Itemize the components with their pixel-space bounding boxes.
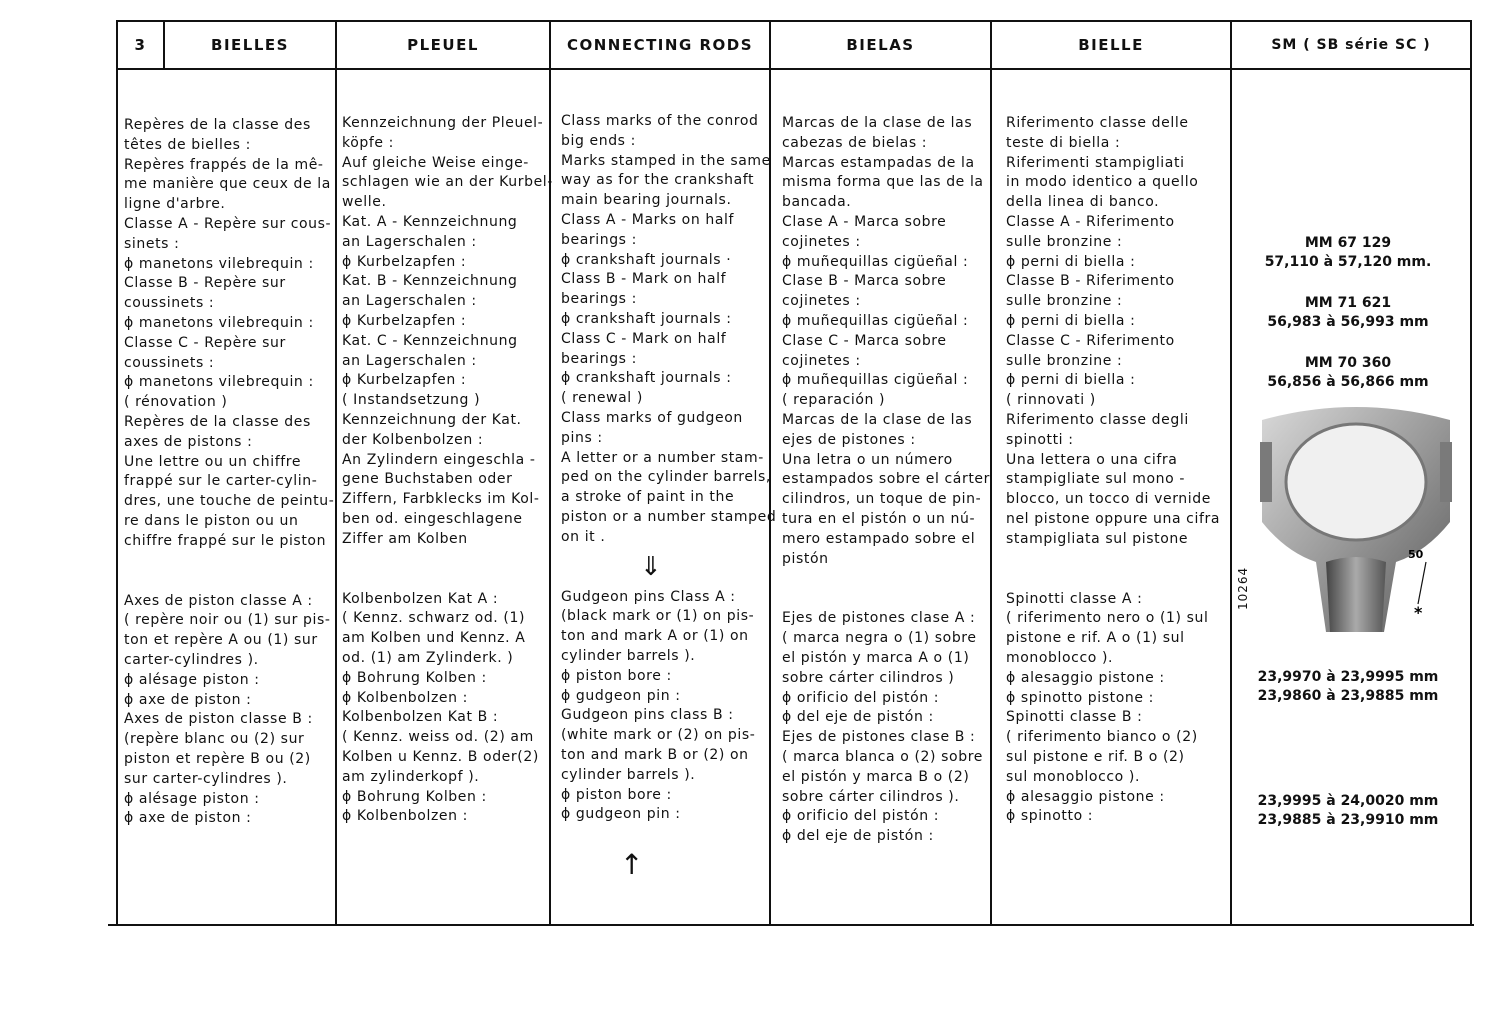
text-line: sobre cárter cilindros ) [782,669,955,686]
header-english: CONNECTING RODS [566,36,754,54]
pin-class-a-spec [1248,668,1448,706]
text-line: am Kolben und Kennz. A [342,630,526,647]
english-column [561,112,776,825]
text-line: cabezas de bielas : [782,134,928,151]
text-line: sul monoblocco ). [1006,768,1141,785]
text-line: bancada. [782,194,852,211]
text-line: ( marca negra o (1) sobre [782,630,977,647]
text-line: Kat. B - Kennzeichnung [342,273,518,290]
class-a-spec [1248,234,1448,272]
text-line: cylinder barrels ). [561,647,696,664]
text-line: ( Instandsetzung ) [342,392,481,409]
text-line: dres, une touche de peintu- [124,493,335,510]
text-line: tura en el pistón o un nú- [782,510,976,527]
text-line: ϕ perni di biella : [1006,253,1136,270]
text-line: ton and mark A or (1) on [561,628,749,645]
text-line: ϕ gudgeon pin : [561,806,681,823]
table-left-border [116,20,118,926]
text-line: cojinetes : [782,233,861,250]
text-line: Classe B - Repère sur [124,275,286,292]
text-line: ϕ manetons vilebrequin : [124,314,314,331]
text-line: on it . [561,528,606,545]
text-line: pins : [561,429,603,446]
text-line: chiffre frappé sur le piston [124,532,327,549]
text-line: bearings : [561,350,637,367]
text-line: Una lettera o una cifra [1006,451,1178,468]
text-line: ϕ perni di biella : [1006,372,1136,389]
text-line: ton et repère A ou (1) sur [124,632,318,649]
class-b-spec [1248,294,1448,332]
text-line: ϕ muñequillas cigüeñal : [782,372,969,389]
italian-column [1006,114,1220,827]
text-line: Kolbenbolzen Kat B : [342,709,499,726]
text-line: Kat. C - Kennzeichnung [342,332,518,349]
text-line: ϕ muñequillas cigüeñal : [782,312,969,329]
text-line: ϕ perni di biella : [1006,312,1136,329]
text-line: Riferimento classe delle [1006,115,1189,131]
text-line: ϕ Kurbelzapfen : [342,372,467,389]
text-line: Kat. A - Kennzeichnung [342,213,518,230]
text-line: ϕ Bohrung Kolben : [342,669,487,686]
header-italian: BIELLE [1078,36,1144,54]
figure-star-mark: * [1414,603,1423,622]
text-line: ϕ muñequillas cigüeñal : [782,253,969,270]
bore-range: 23,9970 à 23,9995 mm [1257,669,1439,685]
text-line: cylinder barrels ). [561,766,696,783]
part-number: MM 71 621 [1304,295,1392,311]
text-line: Marcas de la clase de las [782,411,973,428]
text-line: blocco, un tocco di vernide [1006,491,1211,508]
text-line: Classe A - Repère sur cous- [124,215,332,232]
diameter-range: 56,983 à 56,993 mm [1267,314,1429,330]
text-line: ( rénovation ) [124,394,228,411]
text-line: re dans le piston ou un [124,512,299,529]
text-line: Ejes de pistones clase A : [782,610,976,627]
text-line: ϕ crankshaft journals : [561,370,732,387]
text-line: ϕ axe de piston : [124,691,252,708]
rod-bolt-right [1440,442,1452,502]
text-line: ( reparación ) [782,392,886,409]
text-line: ton and mark B or (2) on [561,746,749,763]
text-line: pistone e rif. A o (1) sul [1006,630,1185,647]
text-line: ϕ Kurbelzapfen : [342,253,467,270]
text-line: sulle bronzine : [1006,293,1123,310]
text-line: Classe C - Repère sur [124,334,286,351]
text-line: ( rinnovati ) [1006,392,1096,409]
connecting-rod-photo [1256,402,1456,632]
block-spacer [1006,550,1220,590]
text-line: el pistón y marca B o (2) [782,768,970,785]
text-line: Class B - Mark on half [561,271,727,288]
text-line: an Lagerschalen : [342,352,477,369]
text-line: An Zylindern eingeschla - [342,451,536,468]
text-line: Une lettre ou un chiffre [124,453,302,470]
section-number: 3 [134,36,147,54]
text-line: ( Kennz. schwarz od. (1) [342,610,526,627]
text-line: cilindros, un toque de pin- [782,491,982,508]
text-line: sur carter-cylindres ). [124,770,288,787]
text-line: ben od. eingeschlagene [342,510,523,527]
diameter-range: 56,856 à 56,866 mm [1267,374,1429,390]
text-line: ϕ Kolbenbolzen : [342,689,468,706]
text-line: mero estampado sobre el [782,530,976,547]
text-line: ( repère noir ou (1) sur pis- [124,612,331,629]
mark-leader-line [1418,562,1426,604]
text-line: od. (1) am Zylinderk. ) [342,649,514,666]
text-line: della linea di banco. [1006,194,1160,211]
text-line: me manière que ceux de la [124,176,331,193]
text-line: Ejes de pistones clase B : [782,729,976,746]
text-line: Class C - Mark on half [561,330,727,347]
text-line: schlagen wie an der Kurbel- [342,174,553,191]
text-line: bearings : [561,291,637,308]
text-line: têtes de bielles : [124,136,251,153]
rod-shank [1326,557,1386,632]
text-line: ( riferimento bianco o (2) [1006,729,1198,746]
column-divider [1230,20,1232,926]
text-line: Repères de la classe des [124,117,311,133]
spec-sheet [108,20,1474,926]
text-line: stampigliate sul mono - [1006,471,1186,488]
text-line: ϕ alésage piston : [124,790,260,807]
header-german: PLEUEL [407,36,479,54]
block-spacer [342,550,553,590]
text-line: ϕ alésage piston : [124,671,260,688]
pin-range: 23,9885 à 23,9910 mm [1257,812,1439,828]
text-line: spinotti : [1006,431,1074,448]
text-line: ϕ axe de piston : [124,810,252,827]
text-line: Gudgeon pins Class A : [561,588,736,605]
text-line: Repères frappés de la mê- [124,156,324,173]
part-number: MM 67 129 [1304,235,1392,251]
text-line: sulle bronzine : [1006,352,1123,369]
text-line: der Kolbenbolzen : [342,431,484,448]
text-line: Kolben u Kennz. B oder(2) [342,748,539,765]
text-line: frappé sur le carter-cylin- [124,473,318,490]
text-line: estampados sobre el cárter [782,471,990,488]
text-line: Una letra o un número [782,451,953,468]
text-line: am zylinderkopf ). [342,768,480,785]
text-line: Marcas estampadas de la [782,154,975,171]
text-line: piston or a number stamped [561,508,777,525]
text-line: sobre cárter cilindros ). [782,788,960,805]
text-line: Riferimento classe degli [1006,411,1189,428]
text-line: ( Kennz. weiss od. (2) am [342,729,534,746]
text-line: stampigliata sul pistone [1006,530,1189,547]
text-line: Kennzeichnung der Pleuel- [342,115,544,131]
text-line: ϕ del eje de pistón : [782,709,934,726]
text-line: axes de pistons : [124,433,253,450]
text-line: ligne d'arbre. [124,196,226,213]
text-line: pistón [782,550,829,567]
text-line: ϕ crankshaft journals · [561,251,732,268]
block-spacer [561,548,776,588]
french-column [124,116,334,829]
text-line: sinets : [124,235,180,252]
column-divider [335,20,337,926]
text-line: Marcas de la clase de las [782,115,973,131]
text-line: Marks stamped in the same [561,152,771,169]
header-spec: SM ( SB série SC ) [1271,37,1431,53]
text-line: piston et repère B ou (2) [124,750,311,767]
text-line: carter-cylindres ). [124,651,259,668]
bearing-bore [1286,424,1426,540]
text-line: teste di biella : [1006,134,1121,151]
header-spanish: BIELAS [846,36,915,54]
text-line: main bearing journals. [561,192,732,209]
text-line: nel pistone oppure una cifra [1006,510,1221,527]
block-spacer [124,552,334,592]
text-line: ϕ Kolbenbolzen : [342,808,468,825]
text-line: Axes de piston classe B : [124,711,313,728]
text-line: ϕ del eje de pistón : [782,828,934,845]
text-line: ϕ piston bore : [561,786,672,803]
text-line: Classe A - Riferimento [1006,213,1175,230]
text-line: ϕ Kurbelzapfen : [342,312,467,329]
text-line: Axes de piston classe A : [124,592,313,609]
text-line: Classe C - Riferimento [1006,332,1175,349]
table-bottom-border [108,924,1474,926]
text-line: in modo identico a quello [1006,174,1199,191]
text-line: misma forma que las de la [782,174,984,191]
text-line: Class A - Marks on half [561,211,735,228]
down-arrow-mark: ⇓ [640,552,662,582]
text-line: el pistón y marca A o (1) [782,649,970,666]
figure-code: 10264 [1236,566,1250,610]
text-line: Spinotti classe A : [1006,590,1143,607]
text-line: coussinets : [124,295,215,312]
text-line: Clase A - Marca sobre [782,213,947,230]
text-line: ϕ crankshaft journals : [561,310,732,327]
text-line: Riferimenti stampigliati [1006,154,1185,171]
text-line: A letter or a number stam- [561,449,764,466]
text-line: ( renewal ) [561,390,643,407]
text-line: ϕ manetons vilebrequin : [124,255,314,272]
column-divider [990,20,992,926]
text-line: gene Buchstaben oder [342,471,513,488]
text-line: köpfe : [342,134,394,151]
text-line: Classe B - Riferimento [1006,273,1175,290]
text-line: way as for the crankshaft [561,172,755,189]
text-line: Kolbenbolzen Kat A : [342,590,499,607]
text-line: ϕ Bohrung Kolben : [342,788,487,805]
text-line: coussinets : [124,354,215,371]
text-line: Gudgeon pins class B : [561,707,734,724]
figure-mark-label: 50 [1408,548,1424,561]
text-line: ϕ manetons vilebrequin : [124,374,314,391]
text-line: ϕ piston bore : [561,667,672,684]
text-line: welle. [342,194,387,211]
text-line: ϕ spinotto : [1006,808,1094,825]
text-line: Clase B - Marca sobre [782,273,947,290]
text-line: ϕ orificio del pistón : [782,808,940,825]
text-line: ϕ alesaggio pistone : [1006,788,1165,805]
text-line: Clase C - Marca sobre [782,332,947,349]
text-line: sul pistone e rif. B o (2) [1006,748,1185,765]
text-line: ped on the cylinder barrels, [561,469,771,486]
text-line: an Lagerschalen : [342,293,477,310]
text-line: Ziffer am Kolben [342,530,468,547]
text-line: ϕ spinotto pistone : [1006,689,1154,706]
german-column [342,114,553,827]
pin-range: 23,9860 à 23,9885 mm [1257,688,1439,704]
text-line: monoblocco ). [1006,649,1114,666]
table-right-border [1470,20,1472,926]
text-line: Spinotti classe B : [1006,709,1143,726]
text-line: Class marks of gudgeon [561,409,743,426]
text-line: ϕ orificio del pistón : [782,689,940,706]
diameter-range: 57,110 à 57,120 mm. [1264,254,1432,270]
text-line: ( riferimento nero o (1) sul [1006,610,1209,627]
class-c-spec [1248,354,1448,392]
text-line: Ziffern, Farbklecks im Kol- [342,491,540,508]
text-line: an Lagerschalen : [342,233,477,250]
spanish-column [782,114,990,847]
part-number: MM 70 360 [1304,355,1392,371]
text-line: ejes de pistones : [782,431,916,448]
header-french: BIELLES [211,36,289,54]
text-line: bearings : [561,231,637,248]
text-line: cojinetes : [782,293,861,310]
text-line: sulle bronzine : [1006,233,1123,250]
bore-range: 23,9995 à 24,0020 mm [1257,793,1439,809]
text-line: big ends : [561,132,636,149]
text-line: ϕ alesaggio pistone : [1006,669,1165,686]
text-line: a stroke of paint in the [561,489,735,506]
text-line: (white mark or (2) on pis- [561,727,756,744]
text-line: Class marks of the conrod [561,113,759,129]
text-line: Repères de la classe des [124,413,311,430]
text-line: ( marca blanca o (2) sobre [782,748,983,765]
up-arrow-mark: ↑ [620,848,644,881]
text-line: (black mark or (1) on pis- [561,608,755,625]
block-spacer [782,569,990,609]
text-line: cojinetes : [782,352,861,369]
text-line: Kennzeichnung der Kat. [342,411,522,428]
pin-class-b-spec [1248,792,1448,830]
text-line: ϕ gudgeon pin : [561,687,681,704]
text-line: Auf gleiche Weise einge- [342,154,529,171]
text-line: (repère blanc ou (2) sur [124,731,305,748]
rod-bolt-left [1260,442,1272,502]
